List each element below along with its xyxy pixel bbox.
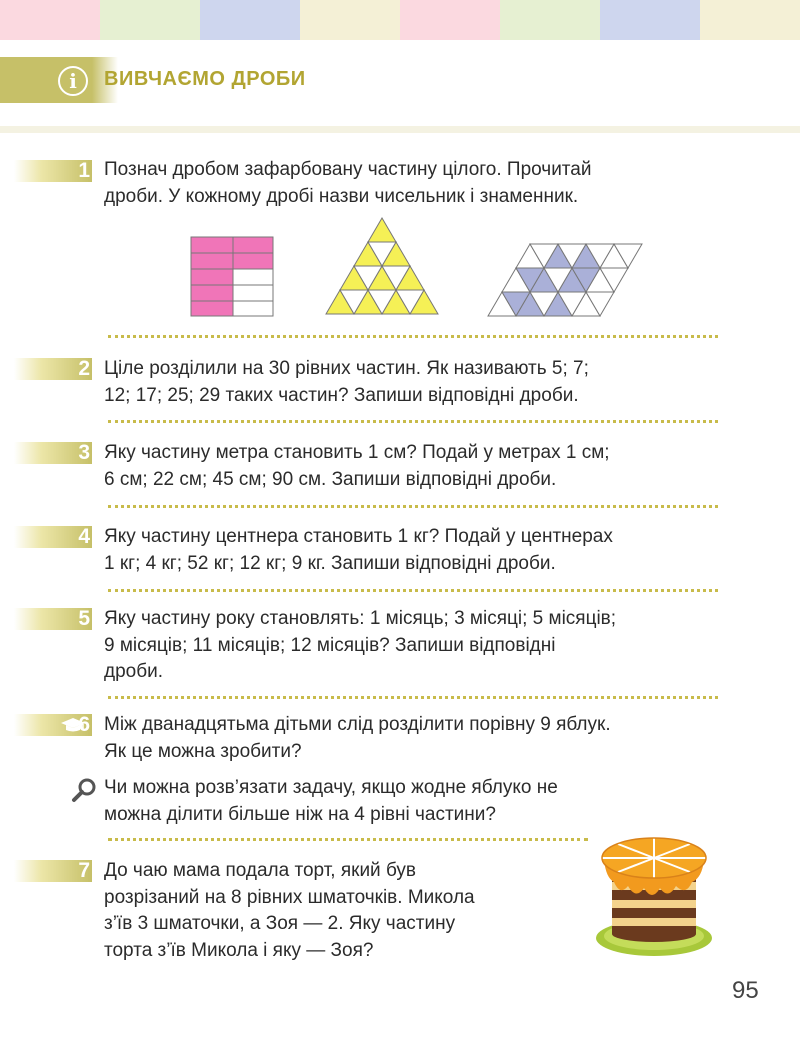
task-text (104, 356, 716, 409)
dotted-separator (108, 335, 718, 338)
stripe-green-2 (500, 0, 600, 40)
task-number-band (14, 442, 92, 464)
task-number: 3 (78, 441, 90, 464)
task-line: з’їв 3 шматочки, а Зоя — 2. Яку частину (104, 913, 456, 934)
magnifier-icon (70, 776, 98, 804)
task-number-band (14, 860, 92, 882)
rectangle-figure (191, 237, 273, 316)
triangle-figure (326, 218, 438, 314)
task-number-band (14, 160, 92, 182)
task-number-band (14, 608, 92, 630)
stripe-blue (200, 0, 300, 40)
task-line: Між дванадцятьма дітьми слід розділити порівну 9 яблук. (104, 714, 611, 735)
task-number-band (14, 714, 92, 736)
task-line: 1 кг; 4 кг; 52 кг; 12 кг; 9 кг. Запиши відповідні дроби. (104, 552, 556, 574)
task-line: 6 см; 22 см; 45 см; 90 см. Запиши відповідні дроби. (104, 468, 557, 490)
parallelogram-figure (488, 244, 642, 316)
stripe-pink (0, 0, 100, 40)
stripe-cream (300, 0, 400, 40)
cake-illustration (590, 830, 718, 960)
fraction-figures (185, 215, 645, 321)
task-line: Яку частину центнера становить 1 кг? Подай у центнерах (104, 526, 613, 547)
task-text (104, 606, 716, 686)
dotted-separator (108, 420, 718, 423)
section-header (0, 57, 800, 103)
extra-line: можна ділити більше ніж на 4 рівні частини? (104, 803, 496, 825)
page-number: 95 (732, 977, 759, 1004)
task-line: дроби. (104, 661, 163, 682)
task-number: 7 (78, 859, 90, 882)
dotted-separator (108, 589, 718, 592)
task-line: 12; 17; 25; 29 таких частин? Запиши відповідні дроби. (104, 384, 579, 406)
stripe-blue-2 (600, 0, 700, 40)
task-line: До чаю мама подала торт, який був (104, 860, 417, 881)
task-text (104, 858, 564, 964)
top-color-stripe (0, 0, 800, 40)
stripe-cream-2 (700, 0, 800, 40)
task-number: 4 (78, 525, 90, 548)
header-divider (0, 126, 800, 133)
stripe-green (100, 0, 200, 40)
task-number: 5 (78, 607, 90, 630)
task-line: Як це можна зробити? (104, 740, 302, 762)
stripe-pink-2 (400, 0, 500, 40)
extra-question (104, 775, 716, 828)
dotted-separator (108, 696, 718, 699)
task-text (104, 440, 716, 493)
task-text (104, 157, 716, 210)
extra-line: Чи можна розв’язати задачу, якщо жодне яблуко не (104, 777, 558, 798)
task-line: Познач дробом зафарбовану частину цілого. Прочитай (104, 159, 592, 180)
task-line: розрізаний на 8 рівних шматочків. Микола (104, 886, 475, 908)
task-text (104, 712, 716, 765)
section-title: ВИВЧАЄМО ДРОБИ (104, 68, 306, 90)
dotted-separator (108, 505, 718, 508)
task-number-band (14, 526, 92, 548)
task-number: 1 (78, 159, 90, 182)
task-line: 9 місяців; 11 місяців; 12 місяців? Запиши відповідні (104, 634, 556, 656)
task-line: торта з’їв Микола і яку — Зоя? (104, 939, 374, 961)
task-number-band (14, 358, 92, 380)
dotted-separator (108, 838, 588, 841)
task-line: дроби. У кожному дробі назви чисельник і знаменник. (104, 185, 579, 207)
task-line: Яку частину року становлять: 1 місяць; 3 місяці; 5 місяців; (104, 608, 617, 629)
task-line: Яку частину метра становить 1 см? Подай у метрах 1 см; (104, 442, 610, 463)
task-number: 6 (78, 713, 90, 736)
info-icon: i (58, 66, 88, 96)
task-text (104, 524, 716, 577)
task-line: Ціле розділили на 30 рівних частин. Як називають 5; 7; (104, 358, 589, 379)
task-number: 2 (78, 357, 90, 380)
